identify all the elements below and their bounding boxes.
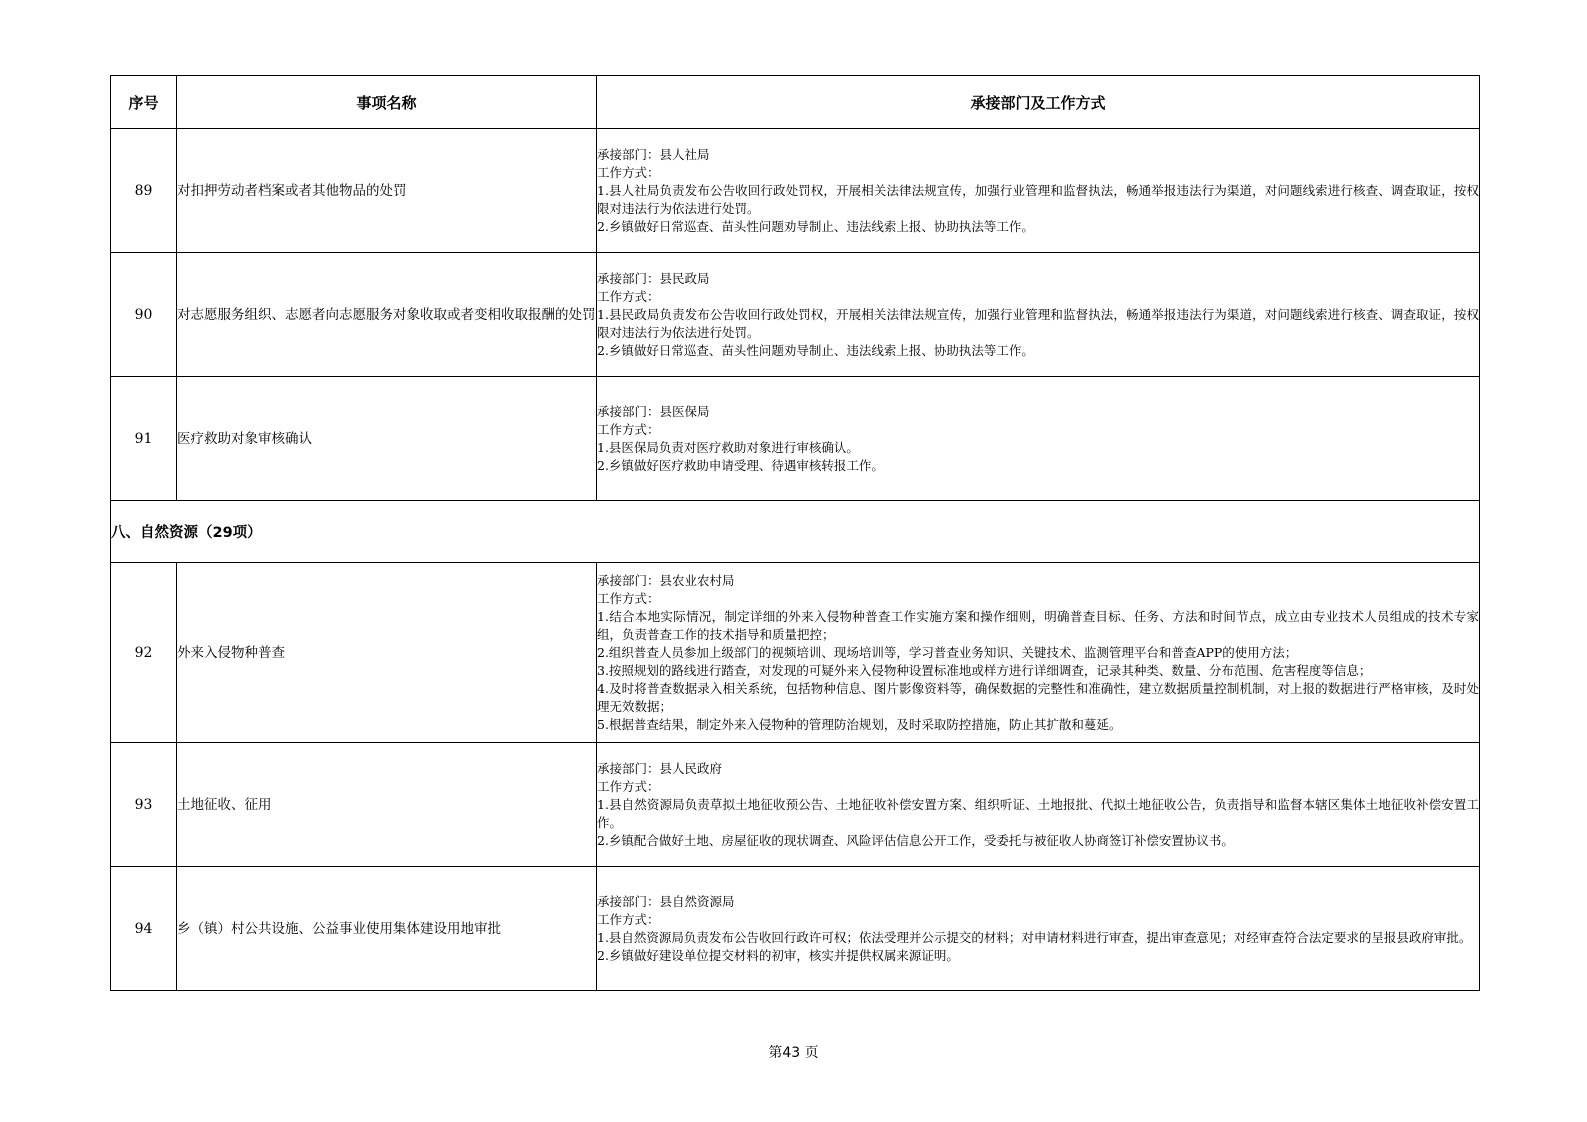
- table-row: [111, 377, 1480, 501]
- dept-line: 1.县医保局负责对医疗救助对象进行审核确认。: [597, 439, 859, 455]
- header-row: [111, 76, 1480, 129]
- dept-line: 承接部门：县民政局: [597, 270, 710, 286]
- row-name: 土地征收、征用: [177, 743, 597, 867]
- dept-line: 工作方式：: [597, 911, 660, 927]
- dept-line: 4.及时将普查数据录入相关系统，包括物种信息、图片影像资料等，确保数据的完整性和准确性，建立数据质量控制机制，对上报的数据进行严格审核，及时处理无效数据；: [597, 680, 1479, 714]
- dept-line: 5.根据普查结果，制定外来入侵物种的管理防治规划，及时采取防控措施，防止其扩散和蔓延。: [597, 716, 1122, 732]
- dept-line: 3.按照规划的路线进行踏查，对发现的可疑外来入侵物种设置标准地或样方进行详细调查，记录其种类、数量、分布范围、危害程度等信息；: [597, 662, 1372, 678]
- dept-line: 2.乡镇配合做好土地、房屋征收的现状调查、风险评估信息公开工作，受委托与被征收人协商签订补偿安置协议书。: [597, 832, 1234, 848]
- dept-line: 1.县自然资源局负责草拟土地征收预公告、土地征收补偿安置方案、组织听证、土地报批、代拟土地征收公告，负责指导和监督本辖区集体土地征收补偿安置工作。: [597, 796, 1479, 830]
- row-name: 对志愿服务组织、志愿者向志愿服务对象收取或者变相收取报酬的处罚: [177, 253, 597, 377]
- dept-line: 工作方式：: [597, 590, 660, 606]
- row-dept: [597, 129, 1480, 253]
- row-dept: [597, 563, 1480, 743]
- row-seq: 93: [111, 743, 177, 867]
- dept-line: 承接部门：县医保局: [597, 403, 710, 419]
- items-table: [110, 75, 1480, 991]
- section-row: [111, 501, 1480, 563]
- table-row: [111, 867, 1480, 991]
- dept-line: 工作方式：: [597, 778, 660, 794]
- section-title: 八、自然资源（29项）: [111, 501, 1480, 563]
- dept-line: 1.结合本地实际情况，制定详细的外来入侵物种普查工作实施方案和操作细则，明确普查目标、任务、方法和时间节点，成立由专业技术人员组成的技术专家组，负责普查工作的技术指导和质量把控；: [597, 608, 1479, 642]
- dept-line: 2.乡镇做好日常巡查、苗头性问题劝导制止、违法线索上报、协助执法等工作。: [597, 218, 1034, 234]
- dept-line: 承接部门：县人社局: [597, 146, 710, 162]
- row-dept: [597, 867, 1480, 991]
- dept-line: 1.县民政局负责发布公告收回行政处罚权，开展相关法律法规宣传，加强行业管理和监督执法，畅通举报违法行为渠道，对问题线索进行核查、调查取证，按权限对违法行为依法进行处罚。: [597, 306, 1479, 340]
- dept-line: 工作方式：: [597, 421, 660, 437]
- row-seq: 89: [111, 129, 177, 253]
- dept-line: 2.乡镇做好建设单位提交材料的初审，核实并提供权属来源证明。: [597, 947, 959, 963]
- header-dept: 承接部门及工作方式: [597, 76, 1480, 129]
- header-seq: 序号: [111, 76, 177, 129]
- row-name: 外来入侵物种普查: [177, 563, 597, 743]
- dept-line: 1.县人社局负责发布公告收回行政处罚权，开展相关法律法规宣传，加强行业管理和监督执法，畅通举报违法行为渠道，对问题线索进行核查、调查取证，按权限对违法行为依法进行处罚。: [597, 182, 1479, 216]
- page-number: 第43 页: [768, 1045, 819, 1061]
- dept-line: 承接部门：县人民政府: [597, 760, 723, 776]
- table-row: [111, 129, 1480, 253]
- row-seq: 92: [111, 563, 177, 743]
- row-seq: 94: [111, 867, 177, 991]
- row-name: 医疗救助对象审核确认: [177, 377, 597, 501]
- dept-line: 2.乡镇做好日常巡查、苗头性问题劝导制止、违法线索上报、协助执法等工作。: [597, 342, 1034, 358]
- dept-line: 承接部门：县农业农村局: [597, 572, 735, 588]
- row-dept: [597, 253, 1480, 377]
- dept-line: 2.组织普查人员参加上级部门的视频培训、现场培训等，学习普查业务知识、关键技术、监测管理平台和普查APP的使用方法；: [597, 644, 1298, 660]
- dept-line: 工作方式：: [597, 164, 660, 180]
- row-dept: [597, 377, 1480, 501]
- table-row: [111, 563, 1480, 743]
- row-seq: 90: [111, 253, 177, 377]
- row-seq: 91: [111, 377, 177, 501]
- table-row: [111, 253, 1480, 377]
- header-name: 事项名称: [177, 76, 597, 129]
- table-row: [111, 743, 1480, 867]
- dept-line: 承接部门：县自然资源局: [597, 893, 735, 909]
- dept-line: 工作方式：: [597, 288, 660, 304]
- row-dept: [597, 743, 1480, 867]
- row-name: 对扣押劳动者档案或者其他物品的处罚: [177, 129, 597, 253]
- dept-line: 2.乡镇做好医疗救助申请受理、待遇审核转报工作。: [597, 457, 884, 473]
- dept-line: 1.县自然资源局负责发布公告收回行政许可权；依法受理并公示提交的材料；对申请材料进行审查，提出审查意见；对经审查符合法定要求的呈报县政府审批。: [597, 929, 1472, 945]
- row-name: 乡（镇）村公共设施、公益事业使用集体建设用地审批: [177, 867, 597, 991]
